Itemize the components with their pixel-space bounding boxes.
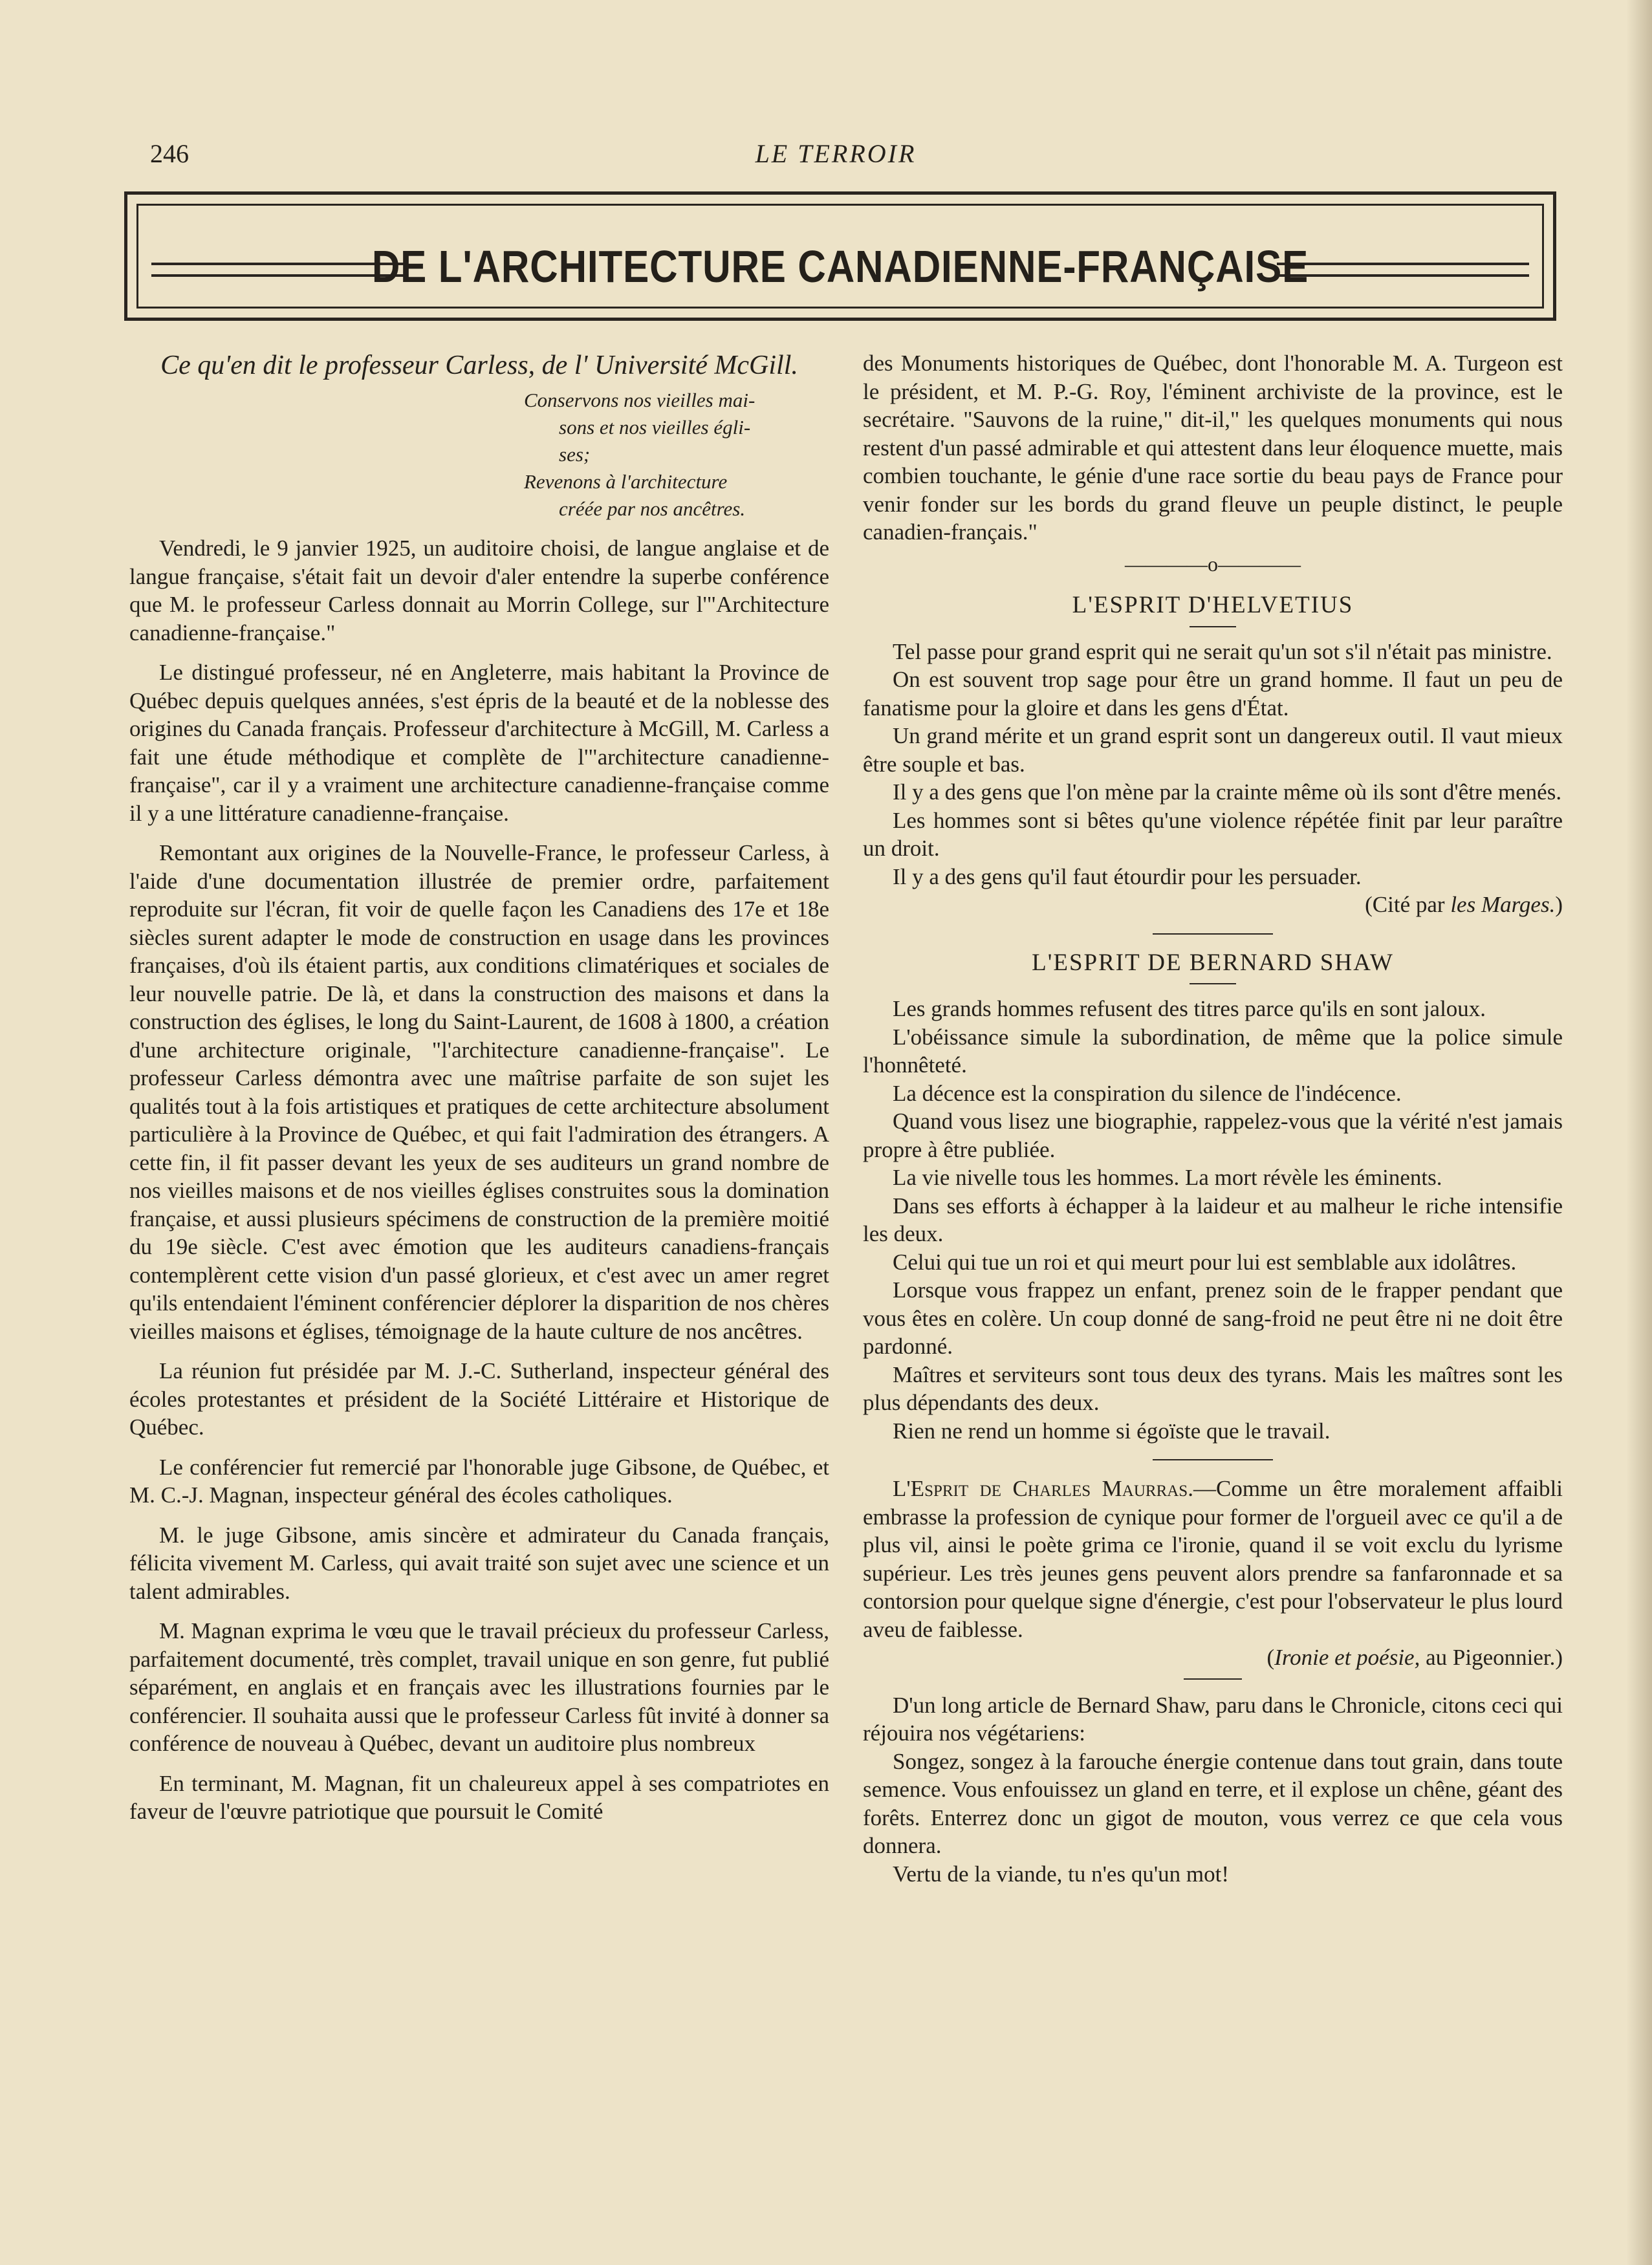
shaw-article-body: Songez, songez à la farouche énergie contenue dans tout grain, dans toute semence. Vous enfouissez un gland en terre, et il explose un chêne, géant des forêts. Enterrez donc un gigot de mouton, vous verrez ce que cela vous donnera. (863, 1748, 1563, 1858)
citation-rest: au Pigeonnier.) (1420, 1645, 1563, 1670)
maxim: Celui qui tue un roi et qui meurt pour lui est semblable aux idolâtres. (893, 1249, 1517, 1275)
maxim: La décence est la conspiration du silence de l'indécence. (893, 1080, 1402, 1106)
maxim: Dans ses efforts à échapper à la laideur et au malheur le riche intensifie les deux. (863, 1193, 1563, 1246)
maxim: Quand vous lisez une biographie, rappelez-vous que la vérité n'est jamais propre à être publiée. (863, 1109, 1563, 1162)
article-title: DE L'ARCHITECTURE CANADIENNE-FRANÇAISE (371, 241, 1309, 292)
body-paragraph: M. Magnan exprima le vœu que le travail précieux du professeur Carless, parfaitement documenté, très complet, travail unique en son genre, fut publié séparément, en anglais et en français avec les illustrations fournies par le conférencier. Il souhaita aussi que le professeur Carless fût invité à donner sa conférence de nouveau à Québec, devant un auditoire plus nombreux (129, 1618, 829, 1756)
helvetius-heading: L'ESPRIT D'HELVETIUS (1072, 592, 1354, 618)
citation-suffix: ) (1555, 892, 1563, 917)
heading-rule (1190, 983, 1236, 984)
continued-paragraph: des Monuments historiques de Québec, dont l'honorable M. A. Turgeon est le président, et M. P.-G. Roy, l'éminent archiviste de la province, est le secrétaire. "Sauvons de la ruine," dit-il," les quelques monuments qui nous restent d'un passé admirable et qui attestent dans leur éloquence muette, mais combien touchante, le génie d'une race sortie du beau pays de France pour venir fonder sur les bords du grand fleuve un peuple distinct, le peuple canadien-français." (863, 351, 1563, 545)
citation-open: ( (1266, 1645, 1275, 1670)
epigraph (524, 387, 829, 523)
body-paragraph: Remontant aux origines de la Nouvelle-France, le professeur Carless, à l'aide d'une documentation illustrée de premier ordre, parfaitement reproduite sur l'écran, fit voir de quelle façon les Canadiens des 17e et 18e siècles surent adapter le mode de construction en usage dans les provinces françaises, d'où ils étaient partis, aux conditions climatériques et sociales de leur nouvelle patrie. De là, et dans la construction des maisons et dans la construction des églises, le long du Saint-Laurent, de 1608 à 1800, a création d'une architecture originale, "l'architecture canadienne-française". Le professeur Carless démontra avec une maîtrise parfaite de son sujet les qualités tout à la fois artistiques et pratiques de cette architecture absolument particulière à la Province de Québec, et qui fait l'admiration des étrangers. A cette fin, il fit passer devant les yeux de ses auditeurs un grand nombre de nos vieilles maisons et de nos vieilles églises construites sous la domination française, et aussi plusieurs spécimens de construction de la première moitié du 19e siècle. C'est avec émotion que les auditeurs canadiens-français contemplèrent cette vision d'un passé glorieux, et c'est avec un amer regret qu'ils entendaient l'éminent conférencier déplorer la disparition de nos chères vieilles maisons et églises, témoignage de la haute culture de nos ancêtres. (129, 840, 829, 1344)
article-subhead: Ce qu'en dit le professeur Carless, de l' Université McGill. (160, 351, 798, 380)
heading-rule (1190, 626, 1236, 627)
maxim: Il y a des gens qu'il faut étourdir pour les persuader. (893, 863, 1362, 889)
maxim: Rien ne rend un homme si égoïste que le travail. (893, 1418, 1331, 1444)
maurras-citation (863, 1643, 1563, 1672)
journal-title: LE TERROIR (755, 139, 917, 168)
epigraph-line: sons et nos vieilles égli- (559, 416, 751, 439)
epigraph-line: ses; (559, 443, 591, 466)
maurras-paragraph (863, 1475, 1563, 1643)
epigraph-line: Conservons nos vieilles mai- (524, 389, 755, 411)
section-separator: ————o———— (1125, 552, 1301, 576)
maxim: Lorsque vous frappez un enfant, prenez soin de le frapper pendant que vous êtes en colère. Un coup donné de sang-froid ne peut être ni ne doit être pardonné. (863, 1277, 1563, 1359)
body-paragraph: Le conférencier fut remercié par l'honorable juge Gibsone, de Québec, et M. C.-J. Magnan, inspecteur général des écoles catholiques. (129, 1454, 829, 1508)
maurras-text: —Comme un être moralement affaibli embrasse la profession de cynique pour former de l'orgueil avec ce qu'il a de plus vil, ainsi le poète grima ce l'ironie, quand il se voit exclu du lyrisme supérieur. Les très jeunes gens peuvent alors prendre sa fanfaronnade et sa contorsion pour quelque signe d'énergie, c'est pour l'observateur le plus lourd aveu de faiblesse. (863, 1476, 1563, 1642)
shaw-heading: L'ESPRIT DE BERNARD SHAW (1032, 949, 1394, 976)
section-rule (1184, 1678, 1242, 1680)
epigraph-line: créée par nos ancêtres. (559, 497, 746, 520)
maurras-lead: L'Esprit de Charles Maurras. (893, 1476, 1193, 1501)
section-rule (1153, 933, 1273, 935)
section-rule (1153, 1459, 1273, 1460)
title-inner-frame (136, 204, 1544, 309)
left-column (129, 349, 829, 1826)
maxim: Les grands hommes refusent des titres parce qu'ils en sont jaloux. (893, 996, 1486, 1021)
maxim: L'obéissance simule la subordination, de même que la police simule l'honnêteté. (863, 1024, 1563, 1078)
maxim: Il y a des gens que l'on mène par la crainte même où ils sont d'être menés. (893, 779, 1562, 805)
maxim: Tel passe pour grand esprit qui ne serait qu'un sot s'il n'était pas ministre. (893, 638, 1552, 664)
body-paragraph: M. le juge Gibsone, amis sincère et admirateur du Canada français, félicita vivement M. Carless, qui avait traité son sujet avec une science et un talent admirables. (129, 1522, 829, 1604)
body-paragraph: En terminant, M. Magnan, fit un chaleureux appel à ses compatriotes en faveur de l'œuvre patriotique que poursuit le Comité (129, 1770, 829, 1824)
maxim: Les hommes sont si bêtes qu'une violence répétée finit par leur paraître un droit. (863, 807, 1563, 861)
maxim: Un grand mérite et un grand esprit sont un dangereux outil. Il vaut mieux être souple et bas. (863, 723, 1563, 777)
page-edge-shadow (1626, 0, 1652, 2265)
right-column (863, 349, 1563, 1888)
maxim: On est souvent trop sage pour être un grand homme. Il faut un peu de fanatisme pour la gloire et dans les gens d'État. (863, 667, 1563, 721)
body-paragraph: Le distingué professeur, né en Angleterre, mais habitant la Province de Québec depuis quelques années, s'est épris de la beauté et de la noblesse des origines du Canada français. Professeur d'architecture à McGill, M. Carless a fait une étude méthodique et complète de l'"architecture canadienne-française", car il y a vraiment une architecture canadienne-française comme il y a une littérature canadienne-française. (129, 660, 829, 826)
epigraph-line: Revenons à l'architecture (524, 470, 728, 493)
body-paragraph: La réunion fut présidée par M. J.-C. Sutherland, inspecteur général des écoles protestantes et président de la Société Littéraire et Historique de Québec. (129, 1358, 829, 1440)
running-head (0, 138, 1652, 171)
body-paragraph: Vendredi, le 9 janvier 1925, un auditoire choisi, de langue anglaise et de langue française, s'était fait un devoir d'aler entendre la superbe conférence que M. le professeur Carless donnait au Morrin College, sur l'"Architecture canadienne-française." (129, 536, 829, 645)
citation-source: les Marges. (1450, 892, 1556, 917)
maxim: Maîtres et serviteurs sont tous deux des tyrans. Mais les maîtres sont les plus dépendants des deux. (863, 1361, 1563, 1415)
citation-prefix: (Cité par (1365, 892, 1451, 917)
page-number: 246 (150, 139, 189, 168)
helvetius-citation (863, 891, 1563, 919)
title-frame (124, 191, 1556, 321)
shaw-article-intro: D'un long article de Bernard Shaw, paru dans le Chronicle, citons ceci qui réjouira nos végétariens: (863, 1692, 1563, 1746)
shaw-article-closing: Vertu de la viande, tu n'es qu'un mot! (893, 1861, 1229, 1887)
maxim: La vie nivelle tous les hommes. La mort révèle les éminents. (893, 1165, 1442, 1190)
citation-source: Ironie et poésie, (1274, 1645, 1420, 1670)
